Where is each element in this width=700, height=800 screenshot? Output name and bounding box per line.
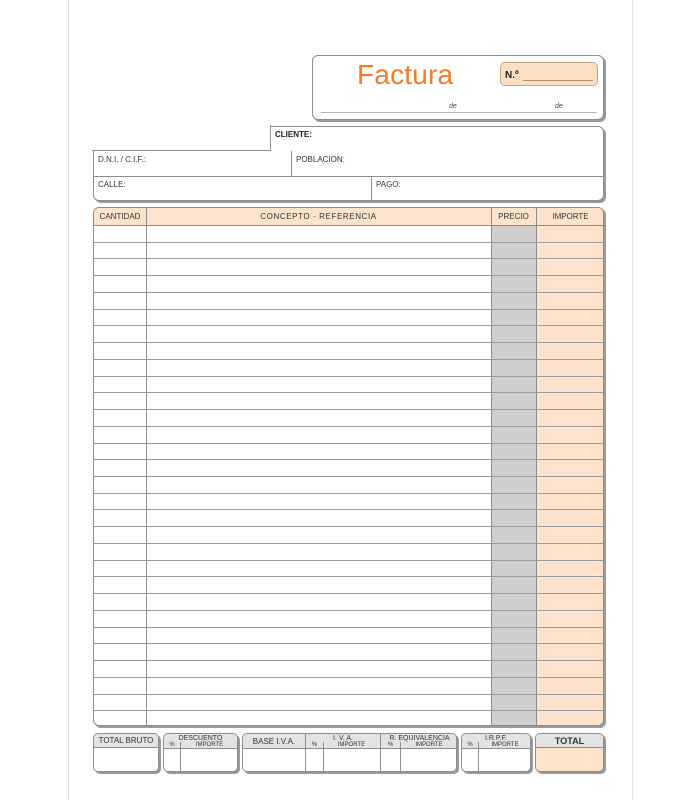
r-equiv-importe: IMPORTE <box>400 742 457 749</box>
invoice-number-line <box>523 80 593 81</box>
table-row-line <box>94 627 604 628</box>
calle-label: CALLE: <box>98 180 126 189</box>
iva-importe: IMPORTE <box>323 742 380 749</box>
table-row-line <box>94 258 604 259</box>
invoice-number-field[interactable] <box>500 62 598 86</box>
table-row-line <box>94 560 604 561</box>
descuento-label: DESCUENTO <box>164 734 237 742</box>
irpf-importe: IMPORTE <box>478 742 531 749</box>
table-row-line <box>94 576 604 577</box>
table-row-line <box>94 426 604 427</box>
date-line[interactable] <box>321 112 597 113</box>
table-rows <box>94 208 604 726</box>
client-divider-2 <box>371 176 372 201</box>
col-header-importe: IMPORTE <box>536 208 604 225</box>
total-label: TOTAL <box>536 734 603 748</box>
table-row-line <box>94 459 604 460</box>
table-row-line <box>94 242 604 243</box>
table-row-line <box>94 526 604 527</box>
descuento-pct: % <box>164 742 180 749</box>
cliente-label: CLIENTE: <box>275 130 312 139</box>
table-row-line <box>94 443 604 444</box>
table-row-line <box>94 493 604 494</box>
table-row-line <box>94 325 604 326</box>
col-header-cantidad: CANTIDAD <box>94 208 146 225</box>
irpf-box <box>461 733 531 772</box>
r-equiv-label: R. EQUIVALENCIA <box>381 734 457 742</box>
table-row-line <box>94 660 604 661</box>
iva-label: I. V. A. <box>306 734 380 742</box>
dni-label: D.N.I. / C.I.F.: <box>98 155 147 164</box>
table-row-line <box>94 292 604 293</box>
client-box-notch <box>92 125 271 151</box>
iva-pct: % <box>306 742 323 749</box>
table-row-line <box>94 509 604 510</box>
client-row-line-1 <box>93 176 604 177</box>
poblacion-label: POBLACION: <box>296 155 345 164</box>
pago-label: PAGO: <box>376 180 401 189</box>
total-box <box>535 733 604 772</box>
col-header-precio: PRECIO <box>491 208 536 225</box>
table-row-line <box>94 694 604 695</box>
table-row-line <box>94 376 604 377</box>
client-divider-1 <box>291 151 292 176</box>
table-row-line <box>94 710 604 711</box>
table-row-line <box>94 476 604 477</box>
irpf-divider <box>478 742 479 772</box>
table-row-line <box>94 643 604 644</box>
r-equiv-pct: % <box>381 742 400 749</box>
iva-group-box <box>242 733 457 772</box>
table-row-line <box>94 392 604 393</box>
date-de-1: de <box>449 103 457 110</box>
descuento-importe: IMPORTE <box>180 742 238 749</box>
table-row-line <box>94 409 604 410</box>
date-de-2: de <box>555 103 563 110</box>
irpf-pct: % <box>462 742 478 749</box>
table-row-line <box>94 593 604 594</box>
table-row-line <box>94 610 604 611</box>
table-row-line <box>94 225 604 226</box>
invoice-number-label: N.º <box>505 70 519 81</box>
invoice-title: Factura <box>357 59 454 90</box>
table-row-line <box>94 342 604 343</box>
total-bruto-label: TOTAL BRUTO <box>94 734 158 748</box>
col-header-concepto: CONCEPTO - REFERENCIA <box>146 208 491 225</box>
base-iva-label: BASE I.V.A. <box>243 734 305 749</box>
descuento-box <box>163 733 238 772</box>
table-row-line <box>94 543 604 544</box>
total-bruto-box <box>93 733 159 772</box>
table-row-line <box>94 275 604 276</box>
table-row-line <box>94 677 604 678</box>
items-table <box>93 207 604 726</box>
invoice-sheet <box>69 0 632 800</box>
table-row-line <box>94 359 604 360</box>
descuento-divider <box>180 742 181 772</box>
irpf-label: I.R.P.F. <box>462 734 530 742</box>
r-equiv-sub-divider <box>400 742 401 772</box>
invoice-header-box <box>312 55 604 120</box>
table-row-line <box>94 309 604 310</box>
iva-sub-divider <box>323 742 324 772</box>
